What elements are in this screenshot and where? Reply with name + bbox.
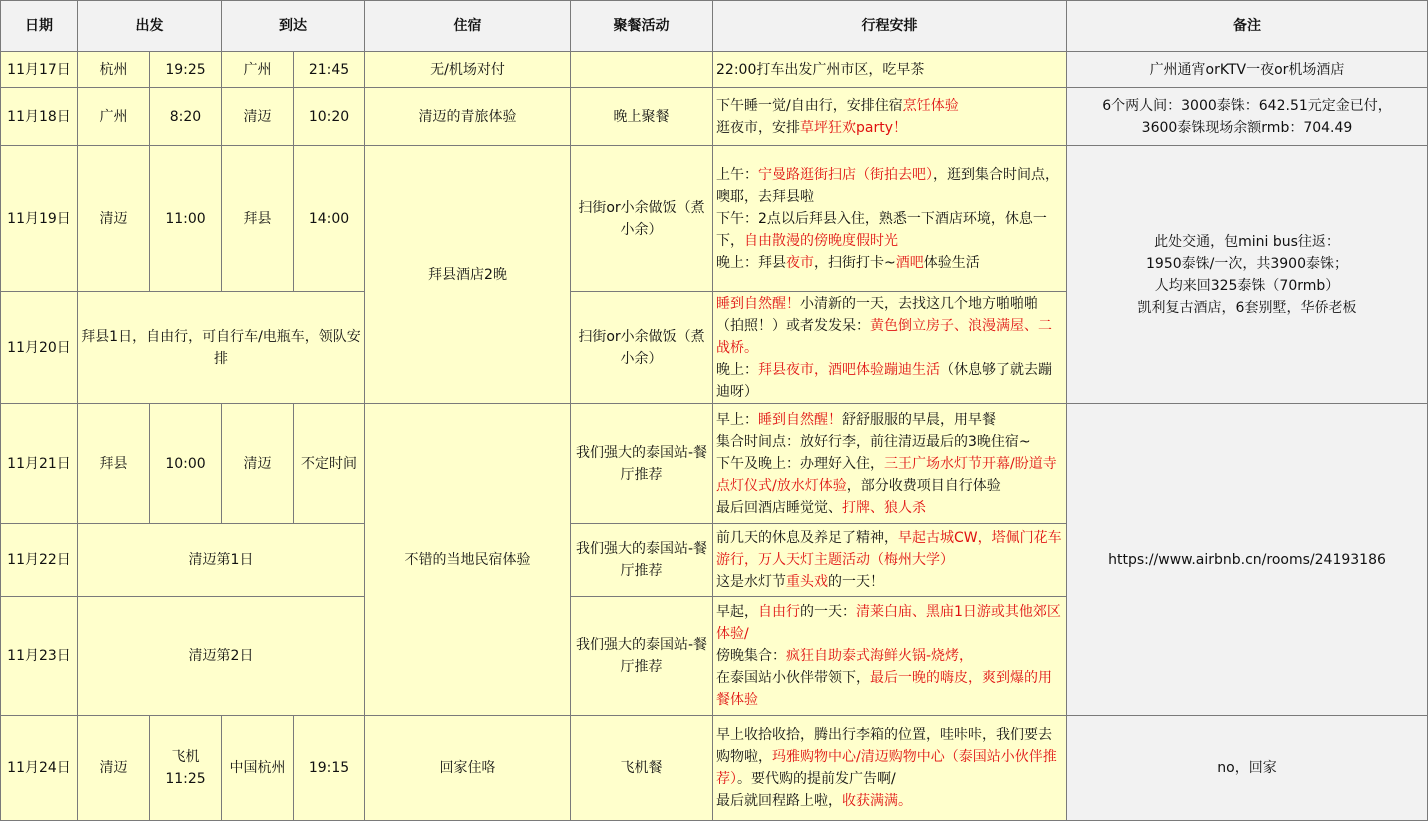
table-row xyxy=(1,52,1428,88)
plan-paragraph xyxy=(716,409,1063,431)
plan-cell xyxy=(713,52,1067,88)
plan-text: 上午： xyxy=(716,166,758,183)
plan-paragraph xyxy=(716,431,1063,453)
meal-cell xyxy=(571,52,713,88)
plan-text: 逛夜市，安排 xyxy=(716,119,800,136)
plan-paragraph xyxy=(716,59,1063,81)
meal-cell: 飞机餐 xyxy=(571,716,713,821)
date-cell: 11月20日 xyxy=(1,292,78,404)
plan-text: 集合时间点：放好行李，前往清迈最后的3晚住宿~ xyxy=(716,433,1031,450)
depart-time-cell: 8:20 xyxy=(150,88,222,146)
header-depart: 出发 xyxy=(78,1,222,52)
note-line: 6个两人间：3000泰铢：642.51元定金已付， xyxy=(1102,97,1392,114)
plan-text: 下午睡一觉/自由行，安排住宿 xyxy=(716,97,903,114)
meal-cell: 我们强大的泰国站-餐厅推荐 xyxy=(571,404,713,524)
plan-paragraph xyxy=(716,95,1063,117)
depart-time-cell: 11:00 xyxy=(150,146,222,292)
date-cell: 11月19日 xyxy=(1,146,78,292)
highlight-text: 烹饪体验 xyxy=(902,97,959,114)
meal-cell: 我们强大的泰国站-餐厅推荐 xyxy=(571,597,713,716)
note-line: 人均来回325泰铢（70rmb） xyxy=(1154,277,1340,294)
arrive-time-cell: 21:45 xyxy=(294,52,365,88)
plan-cell xyxy=(713,404,1067,524)
highlight-text: 黄色倒立房子、浪漫满屋、二战桥。 xyxy=(716,317,1052,356)
from-cell: 广州 xyxy=(78,88,150,146)
to-cell: 拜县 xyxy=(222,146,294,292)
plan-text: 下午及晚上：办理好入住， xyxy=(716,455,884,472)
lodging-cell: 不错的当地民宿体验 xyxy=(365,404,571,716)
date-cell: 11月17日 xyxy=(1,52,78,88)
highlight-text: 拜县夜市，酒吧体验蹦迪生活 xyxy=(758,361,940,378)
plan-paragraph xyxy=(716,790,1063,812)
from-cell: 清迈 xyxy=(78,716,150,821)
to-cell: 清迈 xyxy=(222,404,294,524)
plan-paragraph xyxy=(716,571,1063,593)
arrive-time-cell: 19:15 xyxy=(294,716,365,821)
highlight-text: 夜市 xyxy=(786,254,814,271)
lodging-cell: 清迈的青旅体验 xyxy=(365,88,571,146)
highlight-text: 最后一晚的嗨皮，爽到爆的用餐体验 xyxy=(716,670,1052,708)
plan-text: 早上： xyxy=(716,411,758,428)
plan-text: 体验生活 xyxy=(923,254,980,271)
meal-cell: 扫街or小余做饭（煮小余） xyxy=(571,292,713,404)
highlight-text: 酒吧 xyxy=(895,254,924,271)
plan-text: 早上收拾收拾，腾出行李箱的位置，哇咔咔，我们要去购物啦， xyxy=(716,727,1052,765)
note-cell: no，回家 xyxy=(1067,716,1428,821)
meal-cell: 我们强大的泰国站-餐厅推荐 xyxy=(571,524,713,597)
plan-cell xyxy=(713,524,1067,597)
plan-text: 早起， xyxy=(716,604,758,620)
depart-time-cell: 10:00 xyxy=(150,404,222,524)
lodging-cell: 拜县酒店2晚 xyxy=(365,146,571,404)
plan-cell xyxy=(713,88,1067,146)
activity-cell: 清迈第2日 xyxy=(78,597,365,716)
depart-time-cell: 飞机11:25 xyxy=(150,716,222,821)
to-cell: 中国杭州 xyxy=(222,716,294,821)
plan-cell xyxy=(713,146,1067,292)
highlight-text: 早起古城CW，塔佩门花车游行，万人天灯主题活动（梅州大学） xyxy=(716,530,1062,568)
table-row xyxy=(1,88,1428,146)
header-note: 备注 xyxy=(1067,1,1428,52)
meal-cell: 晚上聚餐 xyxy=(571,88,713,146)
table-row xyxy=(1,716,1428,821)
note-line: 凯利复古酒店，6套别墅，华侨老板 xyxy=(1137,299,1357,316)
plan-text: 前几天的休息及养足了精神， xyxy=(716,530,898,546)
date-cell: 11月21日 xyxy=(1,404,78,524)
plan-paragraph xyxy=(716,453,1063,497)
arrive-time-cell: 14:00 xyxy=(294,146,365,292)
plan-text: 傍晚集合： xyxy=(716,648,786,664)
date-cell: 11月24日 xyxy=(1,716,78,821)
highlight-text: 疯狂自助泰式海鲜火锅-烧烤， xyxy=(786,648,974,664)
lodging-cell: 回家住咯 xyxy=(365,716,571,821)
header-lodging: 住宿 xyxy=(365,1,571,52)
plan-paragraph xyxy=(716,252,1063,274)
header-meal: 聚餐活动 xyxy=(571,1,713,52)
note-cell xyxy=(1067,88,1428,146)
date-cell: 11月18日 xyxy=(1,88,78,146)
plan-text: 晚上：拜县 xyxy=(716,254,786,271)
plan-paragraph xyxy=(716,667,1063,711)
arrive-time-cell: 10:20 xyxy=(294,88,365,146)
date-cell: 11月23日 xyxy=(1,597,78,716)
note-line: 3600泰铢现场余额rmb：704.49 xyxy=(1141,119,1353,136)
activity-cell: 清迈第1日 xyxy=(78,524,365,597)
plan-text: 下午：2点以后拜县入住，熟悉一下酒店环境，休息一下， xyxy=(716,210,1047,249)
plan-paragraph xyxy=(716,164,1063,208)
plan-text: 的一天！ xyxy=(828,574,884,590)
note-cell: 广州通宵orKTV一夜or机场酒店 xyxy=(1067,52,1428,88)
plan-text: 。要代购的提前发广告啊/ xyxy=(737,771,896,787)
plan-paragraph xyxy=(716,645,1063,667)
plan-text: ，部分收费项目自行体验 xyxy=(846,477,1001,494)
highlight-text: 重头戏 xyxy=(786,574,828,590)
highlight-text: 睡到自然醒！ xyxy=(758,411,842,428)
plan-text: 在泰国站小伙伴带领下， xyxy=(716,670,870,686)
header-arrive: 到达 xyxy=(222,1,365,52)
header-date: 日期 xyxy=(1,1,78,52)
from-cell: 杭州 xyxy=(78,52,150,88)
plan-text: 最后就回程路上啦， xyxy=(716,793,842,809)
depart-time-cell: 19:25 xyxy=(150,52,222,88)
highlight-text: 清莱白庙、黑庙1日游或其他郊区体验/ xyxy=(716,604,1061,642)
from-cell: 清迈 xyxy=(78,146,150,292)
plan-text: ，扫街打卡~ xyxy=(814,254,896,271)
note-cell xyxy=(1067,146,1428,404)
highlight-text: 宁曼路逛街扫店（街拍去吧） xyxy=(758,166,933,183)
highlight-text: 睡到自然醒！ xyxy=(716,295,800,312)
plan-paragraph xyxy=(716,117,1063,139)
plan-text: （休息够了就去蹦迪呀） xyxy=(716,361,1052,400)
plan-paragraph xyxy=(716,293,1063,359)
plan-text: 这是水灯节 xyxy=(716,574,786,590)
highlight-text: 三王广场水灯节开幕/盼道寺点灯仪式/放水灯体验 xyxy=(716,455,1057,494)
highlight-text: 自由行 xyxy=(758,604,800,620)
plan-cell xyxy=(713,292,1067,404)
plan-text: 22:00打车出发广州市区，吃早茶 xyxy=(716,61,925,78)
plan-paragraph xyxy=(716,601,1063,645)
table-row xyxy=(1,404,1428,524)
note-line: 此处交通，包mini bus往返： xyxy=(1154,233,1340,250)
plan-cell xyxy=(713,716,1067,821)
table-row xyxy=(1,146,1428,292)
plan-paragraph xyxy=(716,527,1063,571)
airbnb-link[interactable]: https://www.airbnb.cn/rooms/24193186 xyxy=(1067,404,1428,716)
plan-text: 最后回酒店睡觉觉、 xyxy=(716,499,842,516)
highlight-text: 草坪狂欢party！ xyxy=(800,119,907,136)
to-cell: 广州 xyxy=(222,52,294,88)
plan-paragraph xyxy=(716,724,1063,790)
activity-cell: 拜县1日，自由行，可自行车/电瓶车，领队安排 xyxy=(78,292,365,404)
note-line: 1950泰铢/一次，共3900泰铢； xyxy=(1146,255,1348,272)
plan-text: ，逛到集合时间点，噢耶，去拜县啦 xyxy=(716,166,1059,205)
plan-paragraph xyxy=(716,359,1063,403)
plan-text: 的一天： xyxy=(800,604,856,620)
highlight-text: 玛雅购物中心/清迈购物中心（泰国站小伙伴推荐） xyxy=(716,749,1057,787)
highlight-text: 打牌、狼人杀 xyxy=(842,499,926,516)
plan-text: 舒舒服服的早晨，用早餐 xyxy=(842,411,996,428)
plan-text: 晚上： xyxy=(716,361,758,378)
header-plan: 行程安排 xyxy=(713,1,1067,52)
arrive-time-cell: 不定时间 xyxy=(294,404,365,524)
plan-paragraph xyxy=(716,497,1063,519)
plan-text: 小清新的一天，去找这几个地方啪啪啪（拍照！）或者发发呆： xyxy=(716,295,1038,334)
to-cell: 清迈 xyxy=(222,88,294,146)
date-cell: 11月22日 xyxy=(1,524,78,597)
plan-paragraph xyxy=(716,208,1063,252)
meal-cell: 扫街or小余做饭（煮小余） xyxy=(571,146,713,292)
plan-cell xyxy=(713,597,1067,716)
lodging-cell: 无/机场对付 xyxy=(365,52,571,88)
highlight-text: 收获满满。 xyxy=(842,793,912,809)
from-cell: 拜县 xyxy=(78,404,150,524)
header-row xyxy=(1,1,1428,52)
highlight-text: 自由散漫的傍晚度假时光 xyxy=(744,232,898,249)
